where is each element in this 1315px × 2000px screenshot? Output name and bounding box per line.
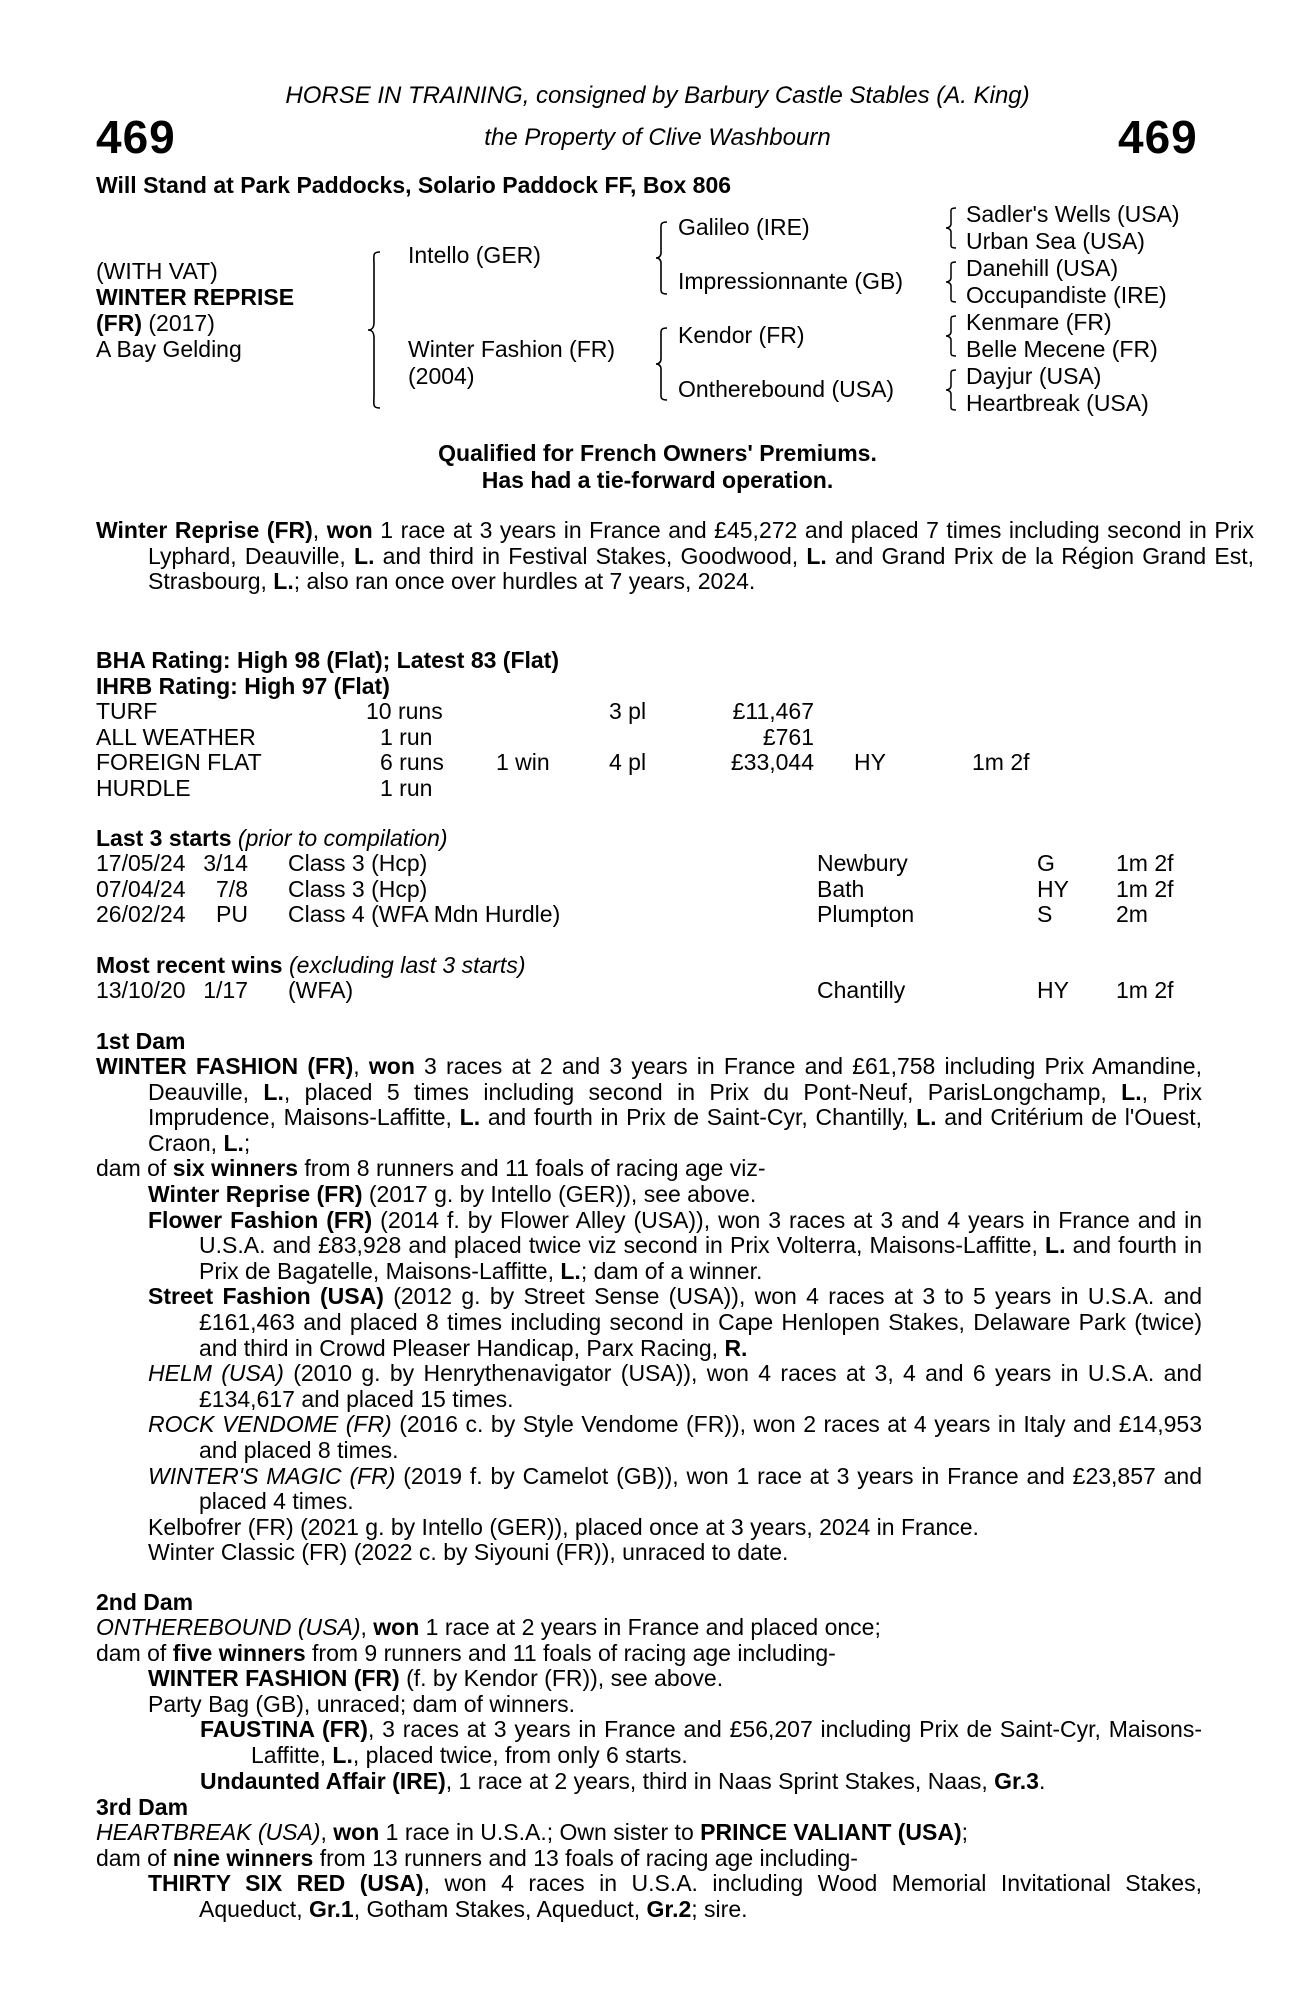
last-starts-table: 17/05/24 3/14 Class 3 (Hcp) Newbury G 1m 2f 07/04/24 7/8 Class 3 (Hcp) Bath HY 1m 2f 26/02/24 PU Class 4 (WFA Mdn Hurdle) Plumpton S 2m	[96, 850, 1174, 928]
pedigree-brace-g1	[944, 206, 960, 250]
second-dam-section: ONTHEREBOUND (USA), won 1 race at 2 years in France and placed once; dam of five winners from 9 runners and 11 foals of racing age including- WINTER FASHION (FR) (f. by Kendor (FR)), see above. Party Bag (GB), unraced; dam of winners. FAUSTINA (FR), 3 races at 3 years in France and £56,207 including Prix de Saint-Cyr, Maisons-Laffitte, L., placed twice, from only 6 starts. Undaunted Affair (IRE), 1 race at 2 years, third in Naas Sprint Stakes, Naas, Gr.3.	[96, 1614, 1203, 1794]
pedigree-g6: Belle Mecene (FR)	[966, 336, 1158, 362]
ihrb-rating: IHRB Rating: High 97 (Flat)	[96, 673, 390, 699]
pedigree-brace-dam	[654, 326, 672, 402]
pedigree-dam: Winter Fashion (FR)	[408, 336, 616, 362]
pedigree-brace-g3	[944, 314, 960, 358]
pedigree-brace-main	[366, 250, 386, 410]
pedigree-g7: Dayjur (USA)	[966, 363, 1102, 389]
operation-note: Has had a tie-forward operation.	[481, 467, 834, 493]
recent-wins-table: 13/10/20 1/17 (WFA) Chantilly HY 1m 2f	[96, 977, 1174, 1003]
race-summary: Winter Reprise (FR), won 1 race at 3 years in France and £45,272 and placed 7 times including second in Prix Lyphard, Deauville, L. and third in Festival Stakes, Goodwood, L. and Grand Prix de la Région Grand Est, Strasbourg, L.; also ran once over hurdles at 7 years, 2024.	[96, 517, 1254, 595]
record-table: TURF 10 runs 3 pl £11,467 ALL WEATHER 1 run £761 FOREIGN FLAT 6 runs 1 win 4 pl £33,044 HY 1m 2f HURDLE 1 run	[96, 698, 1030, 801]
lot-number-right: 469	[1118, 111, 1198, 163]
third-dam-section: HEARTBREAK (USA), won 1 race in U.S.A.; Own sister to PRINCE VALIANT (USA); dam of nine winners from 13 runners and 13 foals of racing age including- THIRTY SIX RED (USA), won 4 races in U.S.A. including Wood Memorial Invitational Stakes, Aqueduct, Gr.1, Gotham Stakes, Aqueduct, Gr.2; sire.	[96, 1819, 1202, 1922]
lot-number-left: 469	[96, 111, 176, 163]
third-dam-heading: 3rd Dam	[96, 1794, 189, 1820]
property-line: the Property of Clive Washbourn	[484, 124, 831, 151]
vat-label: (WITH VAT)	[96, 258, 218, 284]
horse-description: A Bay Gelding	[96, 336, 242, 362]
horse-name-line2: (FR) (2017)	[96, 310, 215, 336]
pedigree-brace-g2	[944, 260, 960, 304]
pedigree-brace-sire	[654, 220, 672, 296]
pedigree-dam-year: (2004)	[408, 363, 475, 389]
first-dam-heading: 1st Dam	[96, 1028, 186, 1054]
pedigree-sire-dam: Impressionnante (GB)	[678, 268, 903, 294]
pedigree-dam-dam: Ontherebound (USA)	[678, 376, 895, 402]
second-dam-heading: 2nd Dam	[96, 1589, 194, 1615]
stand-line: Will Stand at Park Paddocks, Solario Paddock FF, Box 806	[96, 172, 732, 198]
pedigree-g1: Sadler's Wells (USA)	[966, 201, 1180, 227]
pedigree-g4: Occupandiste (IRE)	[966, 282, 1167, 308]
consignor-line: HORSE IN TRAINING, consigned by Barbury Castle Stables (A. King)	[285, 82, 1030, 109]
owners-premiums-note: Qualified for French Owners' Premiums.	[438, 440, 877, 466]
horse-name: WINTER REPRISE	[96, 284, 295, 310]
pedigree-g8: Heartbreak (USA)	[966, 390, 1149, 416]
pedigree-brace-g4	[944, 368, 960, 412]
pedigree-dam-sire: Kendor (FR)	[678, 322, 805, 348]
pedigree-g2: Urban Sea (USA)	[966, 228, 1145, 254]
pedigree-g5: Kenmare (FR)	[966, 309, 1112, 335]
last-starts-heading: Last 3 starts (prior to compilation)	[96, 825, 448, 851]
pedigree-sire: Intello (GER)	[408, 242, 541, 268]
recent-wins-heading: Most recent wins (excluding last 3 starts)	[96, 952, 526, 978]
pedigree-sire-sire: Galileo (IRE)	[678, 214, 810, 240]
pedigree-g3: Danehill (USA)	[966, 255, 1119, 281]
bha-rating: BHA Rating: High 98 (Flat); Latest 83 (Flat)	[96, 647, 559, 673]
first-dam-section: WINTER FASHION (FR), won 3 races at 2 and 3 years in France and £61,758 including Prix Amandine, Deauville, L., placed 5 times including second in Prix du Pont-Neuf, ParisLongchamp, L., Prix Imprudence, Maisons-Laffitte, L. and fourth in Prix de Saint-Cyr, Chantilly, L. and Critérium de l'Ouest, Craon, L.; dam of six winners from 8 runners and 11 foals of racing age viz- Winter Reprise (FR) (2017 g. by Intello (GER)), see above. Flower Fashion (FR) (2014 f. by Flower Alley (USA)), won 3 races at 3 and 4 years in France and in U.S.A. and £83,928 and placed twice viz second in Prix Volterra, Maisons-Laffitte, L. and fourth in Prix de Bagatelle, Maisons-Laffitte, L.; dam of a winner. Street Fashion (USA) (2012 g. by Street Sense (USA)), won 4 races at 3 to 5 years in U.S.A. and £161,463 and placed 8 times including second in Cape Henlopen Stakes, Delaware Park (twice) and third in Crowd Pleaser Handicap, Parx Racing, R. HELM (USA) (2010 g. by Henrythenavigator (USA)), won 4 races at 3, 4 and 6 years in U.S.A. and £134,617 and placed 15 times. ROCK VENDOME (FR) (2016 c. by Style Vendome (FR)), won 2 races at 4 years in Italy and £14,953 and placed 8 times. WINTER'S MAGIC (FR) (2019 f. by Camelot (GB)), won 1 race at 3 years in France and £23,857 and placed 4 times. Kelbofrer (FR) (2021 g. by Intello (GER)), placed once at 3 years, 2024 in France. Winter Classic (FR) (2022 c. by Siyouni (FR)), unraced to date.	[96, 1053, 1203, 1566]
